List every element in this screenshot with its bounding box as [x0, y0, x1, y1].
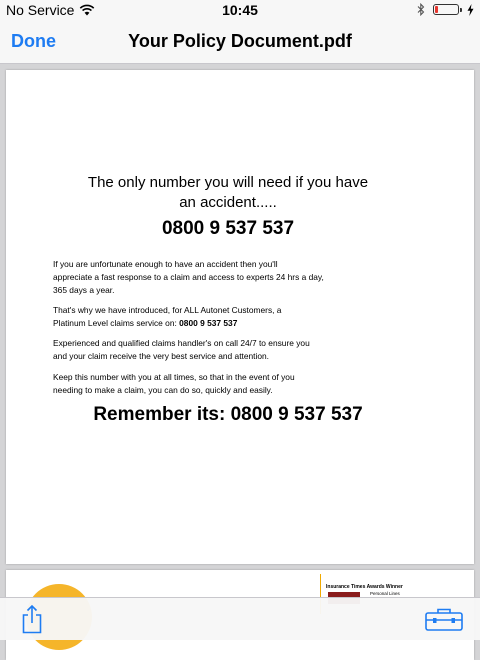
toolbox-icon [424, 607, 464, 631]
battery-icon [433, 4, 459, 15]
paragraph-2-line-2: Platinum Level claims service on: [53, 318, 180, 328]
paragraph-4 [53, 371, 398, 397]
paragraph-1 [53, 258, 398, 297]
battery-level-fill [435, 6, 438, 13]
headline-line-1: The only number you will need if you have [87, 174, 369, 191]
paragraph-4-line-2: needing to make a claim, you can do so, quickly and easily. [53, 385, 273, 395]
share-icon [20, 604, 44, 634]
headline-line-2: an accident..... [179, 194, 277, 211]
award-title: Insurance Times Awards Winner [326, 584, 403, 590]
bottom-toolbar [0, 597, 480, 640]
paragraph-4-line-1: Keep this number with you at all times, so that in the event of you [53, 372, 295, 382]
carrier-label: No Service [6, 2, 75, 18]
document-title: Your Policy Document.pdf [128, 31, 352, 51]
paragraph-2 [53, 304, 398, 330]
paragraph-2-phone-number: 0800 9 537 537 [179, 318, 238, 328]
navigation-bar [0, 20, 480, 64]
status-right [417, 3, 474, 16]
paragraph-3-line-1: Experienced and qualified claims handler's on call 24/7 to ensure you [53, 338, 310, 348]
remember-number: Remember its: 0800 9 537 537 [93, 404, 363, 425]
paragraph-3 [53, 337, 398, 363]
clock: 10:45 [222, 2, 258, 18]
paragraph-3-line-2: and your claim receive the very best service and attention. [53, 351, 269, 361]
award-subtitle: Personal Lines [370, 591, 400, 596]
toolbox-button[interactable] [424, 607, 464, 636]
charging-icon [467, 4, 474, 16]
paragraph-1-line-1: If you are unfortunate enough to have an accident then you'll [53, 259, 278, 269]
status-bar [0, 0, 480, 20]
paragraph-1-line-3: 365 days a year. [53, 285, 115, 295]
paragraph-1-line-2: appreciate a fast response to a claim and access to experts 24 hrs a day, [53, 272, 324, 282]
share-button[interactable] [20, 604, 44, 639]
pdf-page-1 [6, 70, 474, 564]
paragraph-2-line-1: That's why we have introduced, for ALL Autonet Customers, a [53, 305, 282, 315]
bluetooth-icon [417, 3, 425, 16]
done-button[interactable]: Done [11, 31, 56, 51]
headline [6, 173, 450, 213]
headline-phone-number: 0800 9 537 537 [161, 218, 295, 239]
